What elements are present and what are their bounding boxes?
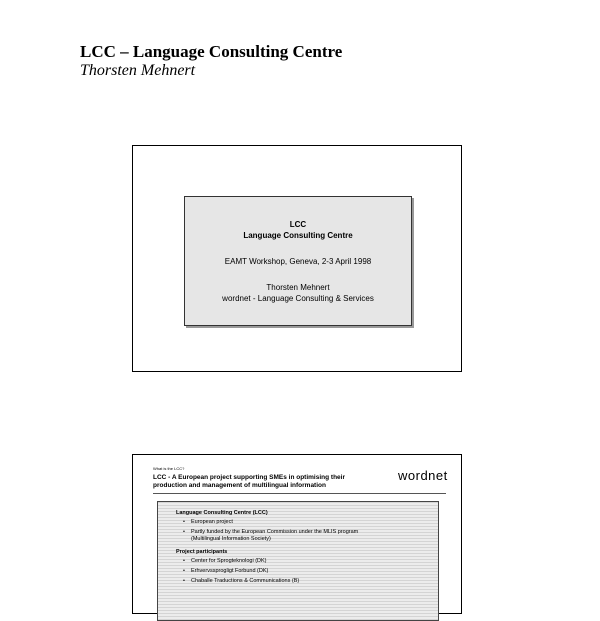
slide-what-is-lcc: [132, 454, 462, 614]
bullet-item: [181, 558, 438, 565]
bullet-text: Erhvervssprogligt Forbund (DK): [191, 568, 269, 574]
title-box: [184, 196, 412, 326]
slide-heading: [153, 474, 393, 490]
logo-text: wordnet: [398, 468, 448, 483]
document-title: LCC – Language Consulting Centre: [80, 42, 343, 61]
bullet-text: Chaballe Traductions & Communications (B): [191, 578, 300, 584]
slide-affiliation: wordnet - Language Consulting & Services: [222, 294, 374, 303]
content-box: [157, 501, 439, 621]
bullet-text: Center for Sprogteknologi (DK): [191, 558, 267, 564]
bullet-item: [181, 519, 438, 526]
section-heading: Project participants: [176, 549, 228, 555]
bullet-item: [181, 529, 438, 543]
bullet-text: European project: [191, 519, 233, 525]
slide-kicker: What is the LCC?: [153, 466, 185, 471]
heading-divider: [153, 493, 446, 494]
slide-heading-line-1: LCC - A European project supporting SMEs in optimising their: [153, 474, 345, 481]
slide-presenter: Thorsten Mehnert: [266, 283, 330, 292]
slide-event: EAMT Workshop, Geneva, 2-3 April 1998: [224, 257, 372, 266]
bullet-text: Partly funded by the European Commission under the MLIS program: [191, 529, 359, 535]
slide-title-frame: [132, 145, 462, 372]
slide-acronym: LCC: [289, 220, 307, 229]
bullet-item: [181, 568, 438, 575]
wordnet-logo: [398, 468, 448, 483]
slide-heading-line-2: production and management of multilingual information: [153, 482, 326, 489]
section-heading: Language Consulting Centre (LCC): [176, 510, 268, 516]
slide-name: Language Consulting Centre: [243, 231, 353, 240]
bullet-item: [181, 578, 438, 585]
document-author: Thorsten Mehnert: [80, 62, 196, 79]
bullet-subtext: (Multilingual Information Society): [191, 536, 271, 542]
